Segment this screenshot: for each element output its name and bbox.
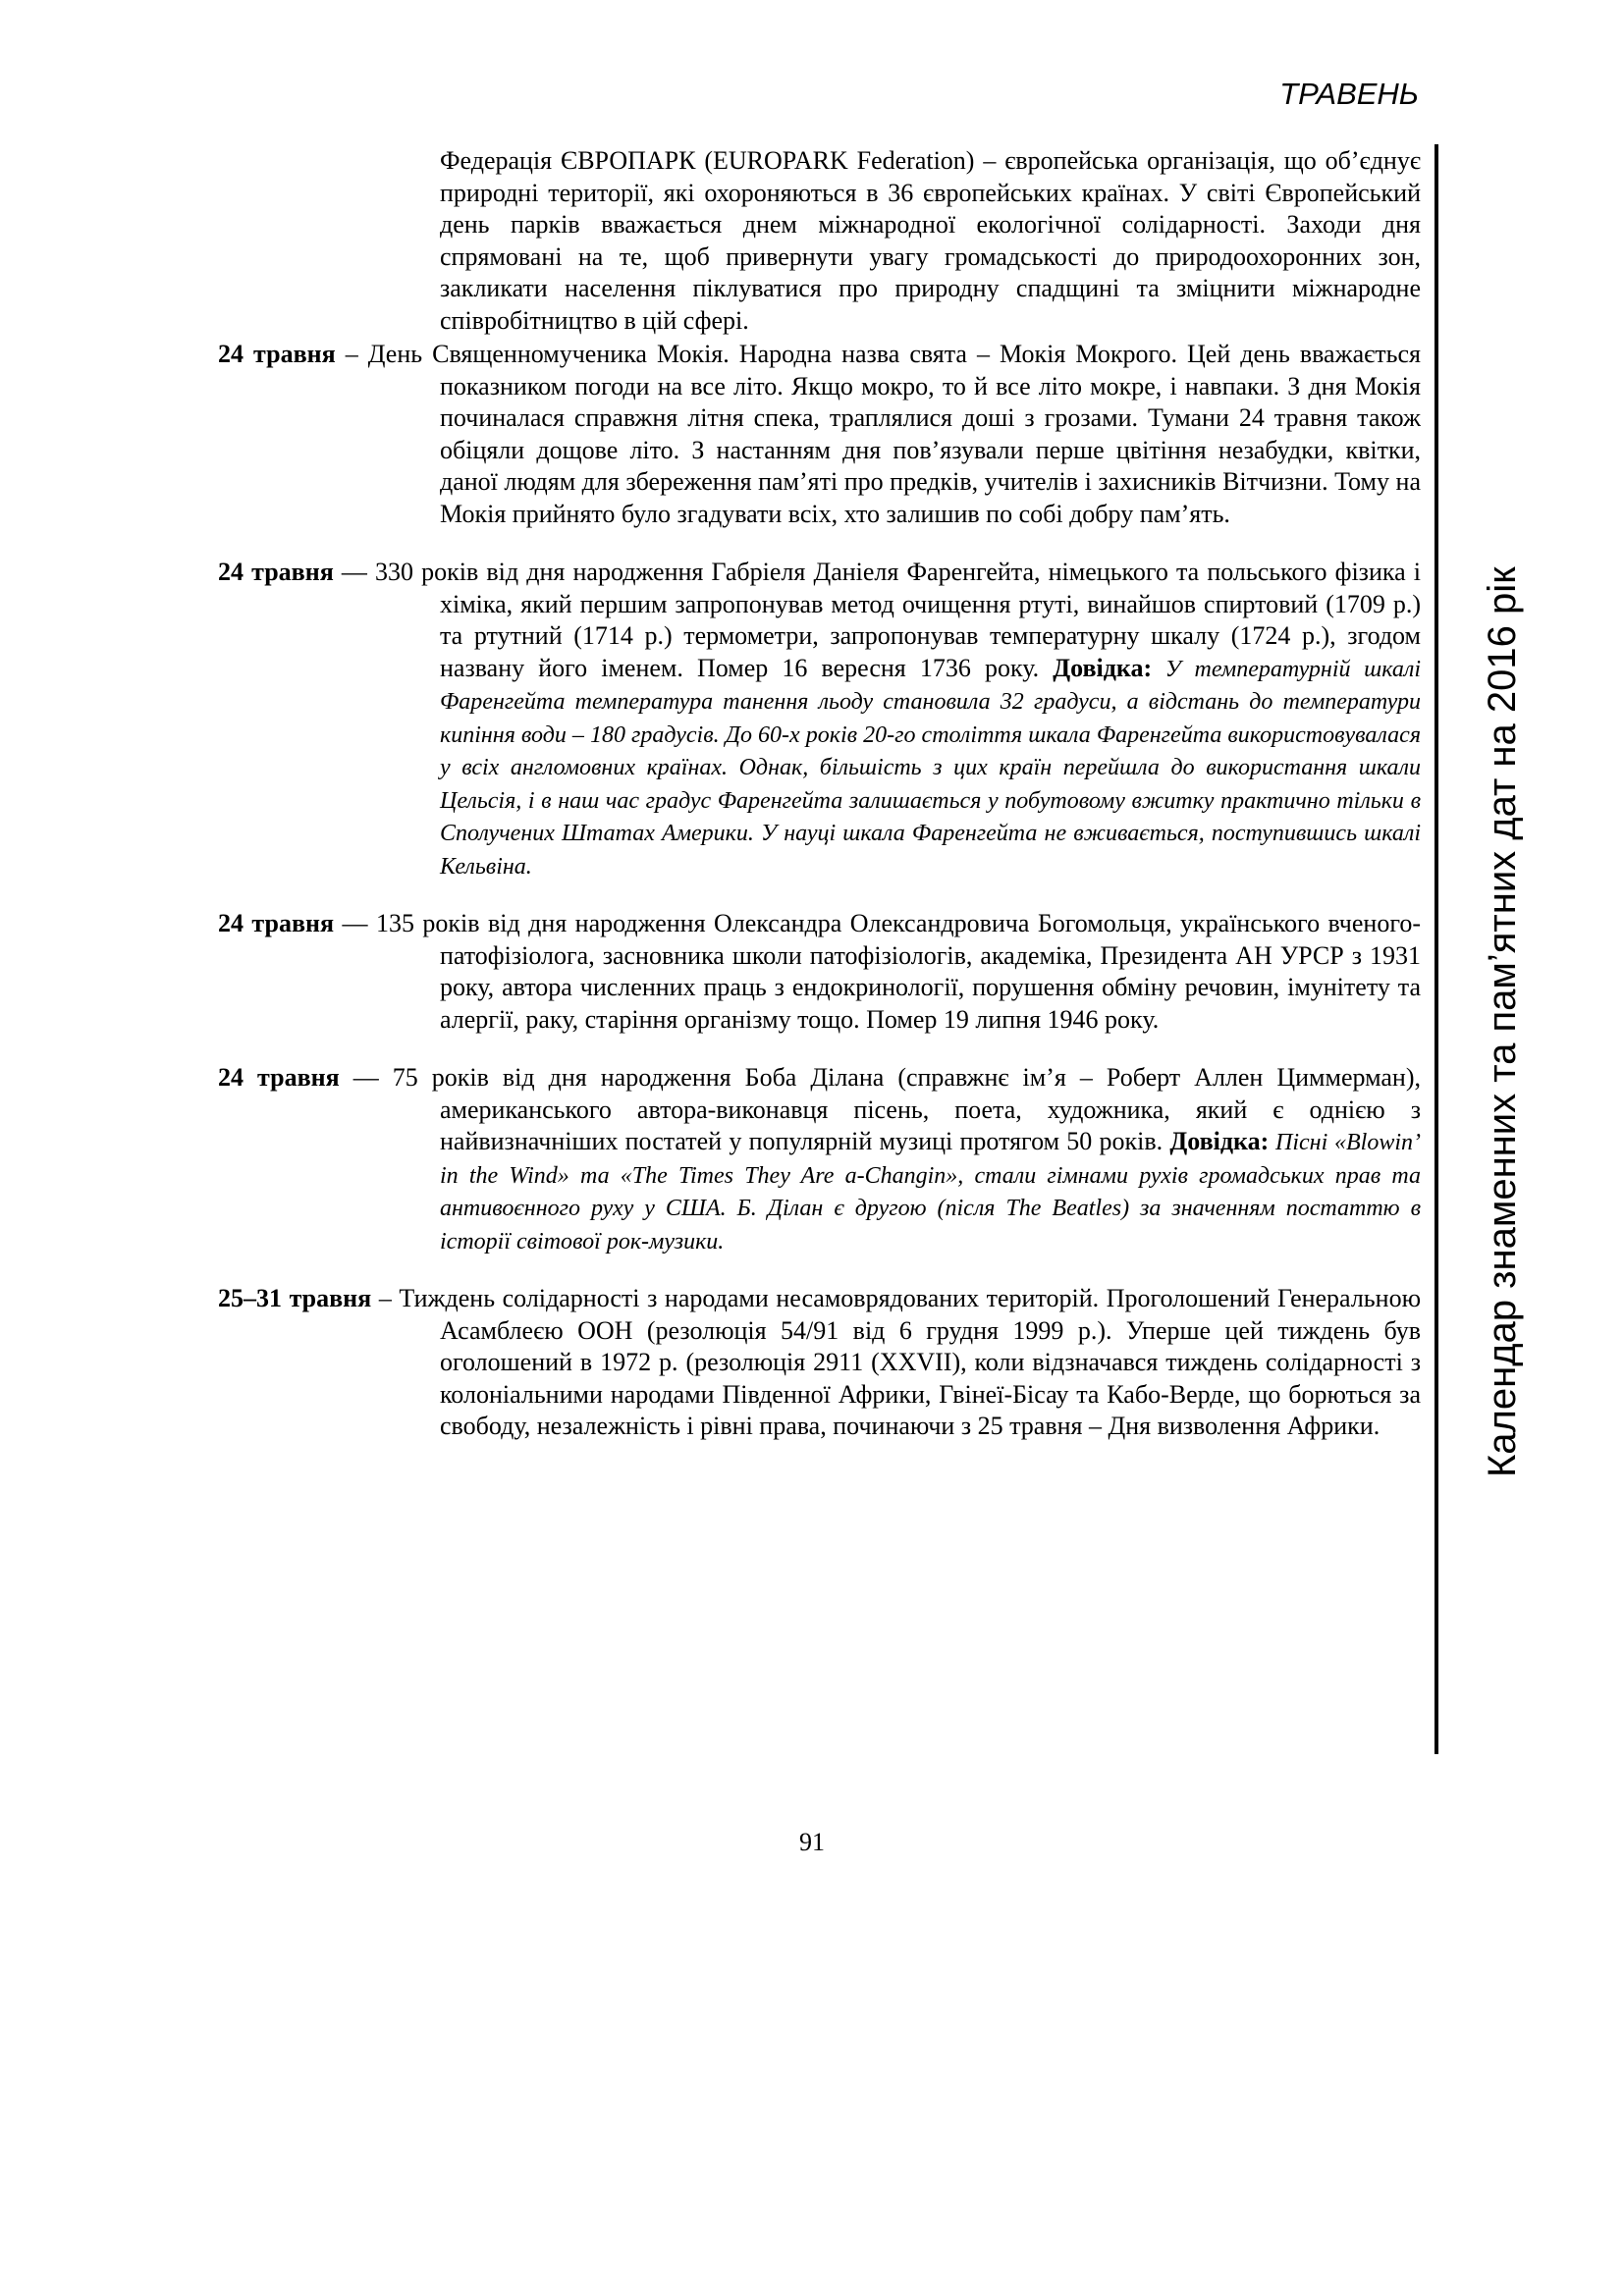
entry-text: – Тиждень солідарності з народами несамоврядованих територій. Проголошений Генеральною Асамблеєю ООН (резолюція 54/91 від 6 грудня 1999 р.). Уперше цей тиждень був оголошений в 1972 р. (резолюція 2911 (XXVII), коли відзначався тиждень солідарності з колоніальними народами Південної Африки, Гвінеї-Бісау та Кабо-Верде, що борються за свободу, незалежність і рівні права, починаючи з 25 травня – Дня визволення Африки. — [371, 1284, 1421, 1440]
entry-date: 24 травня — [218, 340, 336, 368]
entry-text: — 75 років від дня народження Боба Ділана (справжнє ім’я – Роберт Аллен Циммерман), американського автора-виконавця пісень, поета, художника, який є однією з найвизначніших постатей у популярній музиці протягом 50 років. — [339, 1063, 1421, 1155]
calendar-entry — [218, 1062, 1421, 1257]
reference-text: Пісні «Blowin’ in the Wind» та «The Times They Are a-Changin», стали гімнами рухів громадських прав та антивоєнного руху у США. Б. Ділан є другою (після The Beatles) за значенням постаттю в історії світової рок-музики. — [440, 1130, 1421, 1255]
calendar-entry — [218, 557, 1421, 882]
entry-date: 25–31 травня — [218, 1284, 372, 1312]
calendar-entry — [218, 339, 1421, 531]
running-head: ТРАВЕНЬ — [1279, 77, 1419, 111]
entry-text: – День Священномученика Мокія. Народна назва свята – Мокія Мокрого. Цей день вважається показником погоди на все літо. Якщо мокро, то й все літо мокре, і навпаки. З дня Мокія починалася справжня літня спека, траплялися доші з грозами. Тумани 24 травня також обіцяли дощове літо. З настанням дня пов’язували перше цвітіння незабудки, квітки, даної людям для збереження пам’яті про предків, учителів і захисників Вітчизни. Тому на Мокія прийнято було згадувати всіх, хто залишив по собі добру пам’ять. — [335, 340, 1421, 528]
reference-label: Довідка: — [1053, 653, 1153, 682]
reference-text: У температурній шкалі Фаренгейта температура танення льоду становила 32 градуси, а відстань до температури кипіння води – 180 градусів. До 60-х років 20-го століття шкала Фаренгейта використовувалася у всіх англомовних країнах. Однак, більшість з цих країн перейшла до використання шкали Цельсія, і в наш час градус Фаренгейта залишається у побутовому вжитку практично тільки в Сполучених Штатах Америки. У науці шкала Фаренгейта не вживається, поступившись шкалі Кельвіна. — [440, 656, 1421, 880]
vertical-divider — [1435, 144, 1438, 1754]
page-number: 91 — [799, 1828, 825, 1856]
reference-label: Довідка: — [1169, 1127, 1270, 1155]
entry-text: — 330 років від дня народження Габріеля Даніеля Фаренгейта, німецького та польського фізика і хіміка, який першим запропонував метод очищення ртуті, винайшов спиртовий (1709 р.) та ртутний (1714 р.) термометри, запропонував температурну шкалу (1724 р.), згодом названу його іменем. Помер 16 вересня 1736 року. — [333, 558, 1421, 682]
entry-date: 24 травня — [218, 909, 335, 937]
continuation-paragraph: Федерація ЄВРОПАРК (EUROPARK Federation) – європейська організація, що об’єднує природні території, які охороняються в 36 європейських країнах. У світі Європейський день парків вважається днем міжнародної екологічної солідарності. Заходи дня спрямовані на те, щоб привернути увагу громадськості до природоохоронних зон, закликати населення піклуватися про природну спадщині та зміцнити міжнародне співробітництво в цій сфері. — [440, 146, 1421, 335]
body-text — [218, 145, 1421, 1469]
entry-text: — 135 років від дня народження Олександра Олександровича Богомольця, українського вченого-патофізіолога, засновника школи патофізіологів, академіка, Президента АН УРСР з 1931 року, автора численних праць з ендокринології, порушення обміну речовин, імунітету та алергії, раку, старіння організму тощо. Помер 19 липня 1946 року. — [334, 909, 1421, 1034]
entry-date: 24 травня — [218, 1063, 340, 1092]
entry-date: 24 травня — [218, 558, 334, 586]
calendar-entry — [218, 1283, 1421, 1444]
side-title: Календар знаменних та пам’ятних дат на 2016 рік — [1481, 566, 1524, 1477]
calendar-entry — [218, 908, 1421, 1037]
